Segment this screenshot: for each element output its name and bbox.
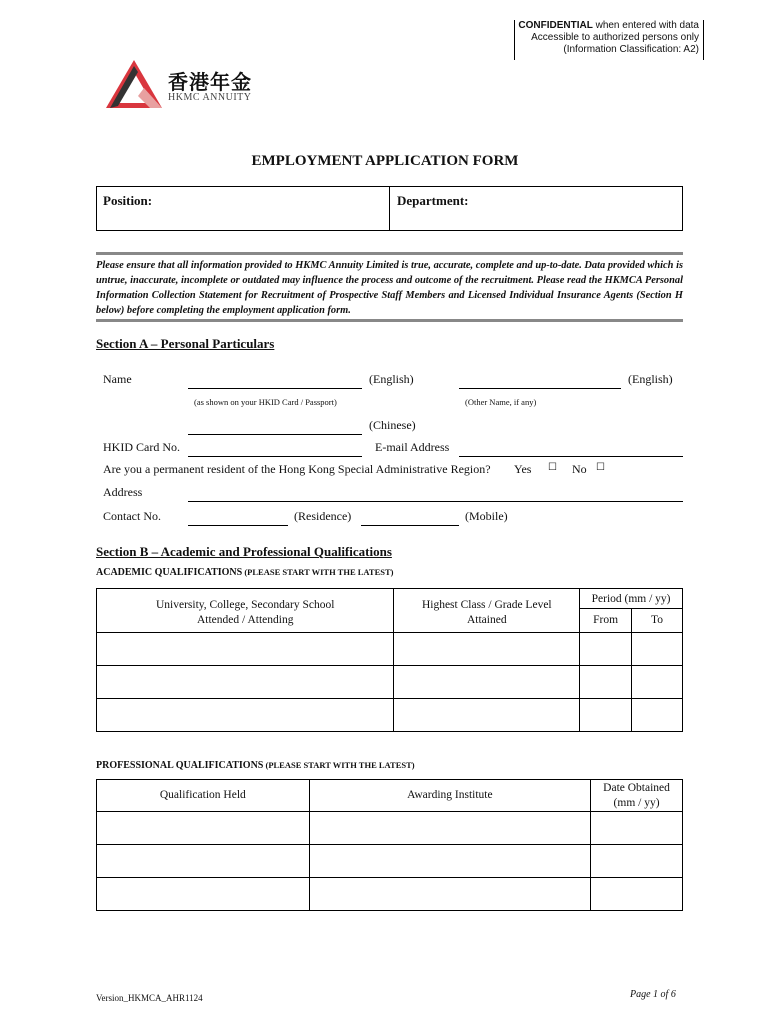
table-cell[interactable] bbox=[580, 699, 632, 732]
residence-label: (Residence) bbox=[294, 509, 352, 523]
table-cell[interactable] bbox=[97, 878, 310, 911]
table-cell[interactable] bbox=[97, 699, 394, 732]
logo-chinese: 香港年金 bbox=[168, 70, 252, 94]
table-cell[interactable] bbox=[97, 666, 394, 699]
position-field[interactable] bbox=[97, 187, 389, 230]
section-b-title: Section B – Academic and Professional Qualifications bbox=[96, 544, 392, 559]
table-row bbox=[97, 666, 683, 699]
academic-class-header bbox=[394, 589, 580, 633]
hkmc-logo-icon bbox=[106, 58, 164, 110]
mobile-label: (Mobile) bbox=[465, 509, 508, 523]
table-cell[interactable] bbox=[580, 666, 632, 699]
academic-heading-sub: (PLEASE START WITH THE LATEST) bbox=[242, 567, 394, 577]
from-header: From bbox=[580, 609, 632, 633]
table-cell[interactable] bbox=[632, 633, 683, 666]
class-header-line2: Attained bbox=[466, 614, 507, 626]
email-field[interactable] bbox=[459, 456, 683, 457]
name-label: Name bbox=[103, 372, 132, 386]
hkid-note: (as shown on your HKID Card / Passport) bbox=[194, 397, 337, 407]
department-label: Department: bbox=[397, 193, 469, 208]
table-cell[interactable] bbox=[591, 812, 683, 845]
name-english-field[interactable] bbox=[188, 388, 362, 389]
table-cell[interactable] bbox=[394, 699, 580, 732]
academic-heading-main: ACADEMIC QUALIFICATIONS bbox=[96, 567, 243, 578]
chinese-label: (Chinese) bbox=[369, 418, 416, 432]
version-label: Version_HKMCA_AHR1124 bbox=[96, 993, 203, 1003]
professional-table bbox=[96, 779, 683, 911]
confidential-line2: Accessible to authorized persons only bbox=[531, 32, 699, 43]
table-cell[interactable] bbox=[97, 845, 310, 878]
date-header-line1: Date Obtained bbox=[603, 782, 670, 794]
date-obtained-header bbox=[591, 780, 683, 812]
english-label-1: (English) bbox=[369, 372, 414, 386]
table-cell[interactable] bbox=[591, 878, 683, 911]
school-header-line1: University, College, Secondary School bbox=[156, 599, 335, 611]
class-header-line1: Highest Class / Grade Level bbox=[421, 599, 552, 611]
email-label: E-mail Address bbox=[375, 440, 450, 454]
department-field[interactable] bbox=[390, 187, 682, 230]
logo-english: HKMC ANNUITY bbox=[168, 92, 252, 103]
table-row bbox=[97, 699, 683, 732]
divider-bottom bbox=[96, 319, 683, 322]
academic-school-header bbox=[97, 589, 394, 633]
position-label: Position: bbox=[103, 193, 153, 208]
school-header-line2: Attended / Attending bbox=[196, 614, 294, 626]
confidential-line1: when entered with data bbox=[592, 20, 699, 31]
hkid-field[interactable] bbox=[188, 456, 362, 457]
table-cell[interactable] bbox=[394, 666, 580, 699]
confidential-label: CONFIDENTIAL bbox=[518, 20, 593, 31]
professional-heading-main: PROFESSIONAL QUALIFICATIONS bbox=[96, 760, 264, 771]
table-row bbox=[97, 812, 683, 845]
professional-heading-sub: (PLEASE START WITH THE LATEST) bbox=[263, 760, 415, 770]
no-label: No bbox=[572, 462, 587, 476]
confidential-line3: (Information Classification: A2) bbox=[563, 44, 699, 55]
table-cell[interactable] bbox=[394, 633, 580, 666]
page-number: Page 1 of 6 bbox=[630, 989, 676, 1000]
name-chinese-field[interactable] bbox=[188, 434, 362, 435]
no-checkbox[interactable]: ☐ bbox=[596, 462, 605, 473]
table-cell[interactable] bbox=[632, 666, 683, 699]
table-cell[interactable] bbox=[591, 845, 683, 878]
professional-heading bbox=[96, 760, 415, 771]
table-cell[interactable] bbox=[309, 812, 590, 845]
academic-heading bbox=[96, 567, 393, 578]
table-cell[interactable] bbox=[632, 699, 683, 732]
hkid-label: HKID Card No. bbox=[103, 440, 180, 454]
table-row bbox=[97, 845, 683, 878]
table-cell[interactable] bbox=[309, 845, 590, 878]
divider-top bbox=[96, 252, 683, 255]
yes-label: Yes bbox=[514, 462, 532, 476]
period-header: Period (mm / yy) bbox=[580, 589, 683, 609]
form-title: EMPLOYMENT APPLICATION FORM bbox=[251, 153, 519, 169]
table-row bbox=[97, 633, 683, 666]
permanent-question: Are you a permanent resident of the Hong Kong Special Administrative Region? bbox=[103, 462, 491, 476]
address-label: Address bbox=[103, 485, 143, 499]
academic-table bbox=[96, 588, 683, 732]
table-row bbox=[97, 878, 683, 911]
qualification-header: Qualification Held bbox=[97, 780, 310, 812]
other-name-field[interactable] bbox=[459, 388, 621, 389]
residence-phone-field[interactable] bbox=[188, 525, 288, 526]
table-cell[interactable] bbox=[97, 812, 310, 845]
confidential-notice bbox=[514, 20, 704, 60]
intro-text: Please ensure that all information provided to HKMC Annuity Limited is true, accurate, complete and up-to-date. Data provided which is untrue, inaccurate, incomplete or outdated may influence the process and outcome of the recruitment. Please read the HKMCA Personal Information Collection Statement for Recruitment of Prospective Staff Members and Licensed Individual Insurance Agents (Section H below) before completing the employment application form. bbox=[96, 260, 683, 316]
date-header-line2: (mm / yy) bbox=[613, 797, 660, 809]
other-name-note: (Other Name, if any) bbox=[465, 397, 537, 407]
table-cell[interactable] bbox=[97, 633, 394, 666]
section-a-title: Section A – Personal Particulars bbox=[96, 336, 275, 351]
institute-header: Awarding Institute bbox=[309, 780, 590, 812]
table-cell[interactable] bbox=[580, 633, 632, 666]
address-field[interactable] bbox=[188, 501, 683, 502]
english-label-2: (English) bbox=[628, 372, 673, 386]
contact-label: Contact No. bbox=[103, 509, 161, 523]
table-cell[interactable] bbox=[309, 878, 590, 911]
mobile-phone-field[interactable] bbox=[361, 525, 459, 526]
to-header: To bbox=[632, 609, 683, 633]
yes-checkbox[interactable]: ☐ bbox=[548, 462, 557, 473]
